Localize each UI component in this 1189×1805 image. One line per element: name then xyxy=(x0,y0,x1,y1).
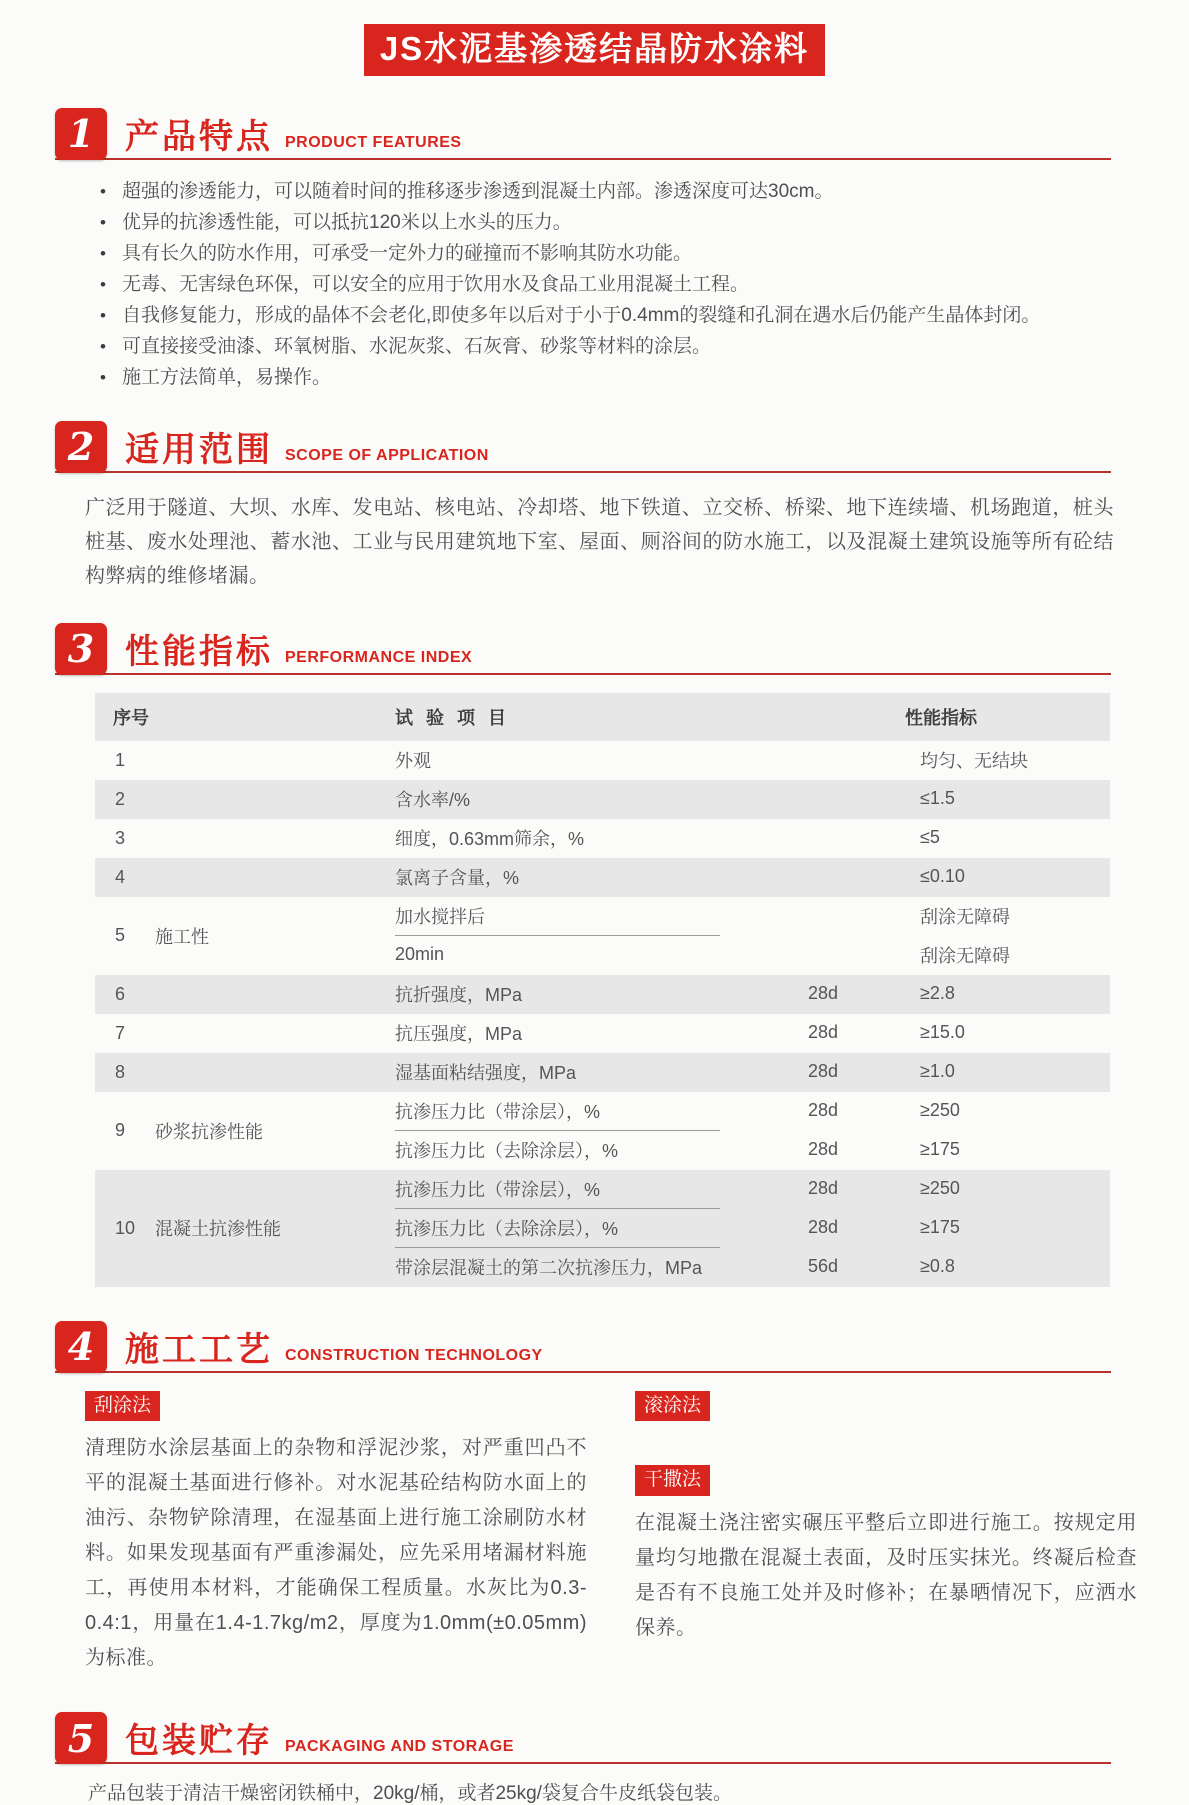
feature-list-item xyxy=(100,207,1119,238)
test-item-name: 加水搅拌后 xyxy=(395,906,485,927)
feature-text: 施工方法简单，易操作。 xyxy=(122,366,332,388)
test-age: 28d xyxy=(808,1061,839,1082)
document-header xyxy=(0,0,1189,76)
table-row xyxy=(95,1014,1110,1053)
column-header-index: 性能指标 xyxy=(905,707,977,728)
test-age: 28d xyxy=(808,1022,839,1043)
section-number-badge: 4 xyxy=(55,1321,107,1373)
row-number: 3 xyxy=(115,827,126,848)
method-scrape-column xyxy=(85,1391,587,1677)
feature-text: 可直接接受油漆、环氧树脂、水泥灰浆、石灰膏、砂浆等材料的涂层。 xyxy=(122,335,712,357)
section-title-en: PERFORMANCE INDEX xyxy=(285,648,473,666)
test-item-name: 湿基面粘结强度，MPa xyxy=(395,1062,577,1083)
method-badge-dry-sprinkle: 干撒法 xyxy=(635,1465,710,1496)
performance-table-header xyxy=(95,693,1110,741)
row-category: 混凝土抗渗性能 xyxy=(155,1219,281,1240)
section-number-badge: 1 xyxy=(55,108,107,160)
feature-list-item xyxy=(100,238,1119,269)
table-row xyxy=(95,975,1110,1014)
scope-paragraph: 广泛用于隧道、大坝、水库、发电站、核电站、冷却塔、地下铁道、立交桥、桥梁、地下连续墙、机场跑道，桩头桩基、废水处理池、蓄水池、工业与民用建筑地下室、屋面、厕浴间的防水施工，以及混凝土建筑设施等所有砼结构弊病的维修堵漏。 xyxy=(85,496,1114,587)
row-number: 1 xyxy=(115,749,126,770)
table-row xyxy=(95,897,1110,975)
row-number: 7 xyxy=(115,1022,126,1043)
index-value: ≥0.8 xyxy=(920,1256,955,1277)
index-value: ≥1.0 xyxy=(920,1061,955,1082)
features-list xyxy=(100,176,1119,393)
index-value: 刮涂无障碍 xyxy=(920,906,1010,927)
table-subrow xyxy=(381,1209,1110,1248)
index-value: 刮涂无障碍 xyxy=(920,945,1010,966)
section-title-zh: 适用范围 xyxy=(125,430,273,469)
section-header-packaging xyxy=(55,1712,1111,1764)
row-category: 施工性 xyxy=(155,926,209,947)
row-subitems xyxy=(381,858,1110,897)
test-item-name: 细度，0.63mm筛余，% xyxy=(395,828,585,849)
table-subrow xyxy=(381,819,1110,858)
row-number: 8 xyxy=(115,1061,126,1082)
feature-list-item xyxy=(100,362,1119,393)
table-subrow xyxy=(381,936,1110,975)
test-item-name: 抗渗压力比（带涂层），% xyxy=(395,1101,601,1122)
row-subitems xyxy=(381,1170,1110,1287)
test-item-name: 抗渗压力比（去除涂层），% xyxy=(395,1218,619,1239)
construction-methods xyxy=(85,1391,1137,1677)
index-value: ≤1.5 xyxy=(920,788,955,809)
section-header-scope xyxy=(55,421,1111,473)
test-item-name: 抗渗压力比（去除涂层），% xyxy=(395,1140,619,1161)
table-subrow xyxy=(381,1053,1110,1092)
section-title-zh: 性能指标 xyxy=(125,632,273,671)
row-number: 5 xyxy=(115,925,126,946)
index-value: 均匀、无结块 xyxy=(920,750,1028,771)
test-item-name: 带涂层混凝土的第二次抗渗压力，MPa xyxy=(395,1257,703,1278)
bullet-dot-icon: • xyxy=(100,212,106,232)
index-value: ≥15.0 xyxy=(920,1022,965,1043)
table-subrow xyxy=(381,1092,1110,1131)
row-number: 10 xyxy=(115,1217,136,1238)
feature-text: 无毒、无害绿色环保，可以安全的应用于饮用水及食品工业用混凝土工程。 xyxy=(122,273,750,295)
column-header-item: 试 验 项 目 xyxy=(395,707,511,728)
test-item-name: 抗压强度，MPa xyxy=(395,1023,523,1044)
table-row xyxy=(95,1170,1110,1287)
table-subrow xyxy=(381,1014,1110,1053)
row-subitems xyxy=(381,741,1110,780)
table-row xyxy=(95,780,1110,819)
row-subitems xyxy=(381,975,1110,1014)
performance-table xyxy=(95,693,1110,1287)
section-title-zh: 施工工艺 xyxy=(125,1330,273,1369)
feature-list-item xyxy=(100,269,1119,300)
row-number: 6 xyxy=(115,983,126,1004)
row-subitems xyxy=(381,897,1110,975)
row-subitems xyxy=(381,1014,1110,1053)
section-header-construction xyxy=(55,1321,1111,1373)
row-subitems xyxy=(381,780,1110,819)
section-header-performance xyxy=(55,623,1111,675)
table-row xyxy=(95,741,1110,780)
row-number: 2 xyxy=(115,788,126,809)
section-number-badge: 3 xyxy=(55,623,107,675)
table-subrow xyxy=(381,858,1110,897)
test-item-name: 抗折强度，MPa xyxy=(395,984,523,1005)
table-row xyxy=(95,819,1110,858)
bullet-dot-icon: • xyxy=(100,336,106,356)
row-subitems xyxy=(381,1053,1110,1092)
index-value: ≤0.10 xyxy=(920,866,965,887)
feature-list-item xyxy=(100,176,1119,207)
table-subrow xyxy=(381,1170,1110,1209)
row-subitems xyxy=(381,819,1110,858)
table-row xyxy=(95,1053,1110,1092)
feature-list-item xyxy=(100,300,1119,331)
test-age: 28d xyxy=(808,1217,839,1238)
test-age: 28d xyxy=(808,1178,839,1199)
table-row xyxy=(95,1092,1110,1170)
bullet-dot-icon: • xyxy=(100,243,106,263)
test-age: 56d xyxy=(808,1256,839,1277)
method-right-column xyxy=(635,1391,1137,1677)
section-number-badge: 5 xyxy=(55,1712,107,1764)
feature-list-item xyxy=(100,331,1119,362)
index-value: ≤5 xyxy=(920,827,940,848)
table-subrow xyxy=(381,741,1110,780)
feature-text: 超强的渗透能力，可以随着时间的推移逐步渗透到混凝土内部。渗透深度可达30cm。 xyxy=(122,180,834,202)
bullet-dot-icon: • xyxy=(100,305,106,325)
table-subrow xyxy=(381,1131,1110,1170)
packaging-paragraph: 产品包装于清洁干燥密闭铁桶中，20kg/桶，或者25kg/袋复合牛皮纸袋包装。 xyxy=(88,1783,732,1805)
table-subrow xyxy=(381,780,1110,819)
index-value: ≥250 xyxy=(920,1178,960,1199)
test-age: 28d xyxy=(808,1100,839,1121)
feature-text: 自我修复能力，形成的晶体不会老化,即使多年以后对于小于0.4mm的裂缝和孔洞在遇水后仍能产生晶体封闭。 xyxy=(122,304,1041,326)
section-title-en: PRODUCT FEATURES xyxy=(285,133,462,151)
index-value: ≥2.8 xyxy=(920,983,955,1004)
bullet-dot-icon: • xyxy=(100,181,106,201)
row-category: 砂浆抗渗性能 xyxy=(155,1121,263,1142)
row-number: 4 xyxy=(115,866,126,887)
section-number-badge: 2 xyxy=(55,421,107,473)
test-item-name: 氯离子含量，% xyxy=(395,867,520,888)
section-title-zh: 包装贮存 xyxy=(125,1722,273,1761)
section-header-product-features xyxy=(55,108,1111,160)
row-number: 9 xyxy=(115,1120,126,1141)
column-header-no: 序号 xyxy=(113,707,149,728)
method-text-scrape: 清理防水涂层基面上的杂物和浮泥沙浆，对严重凹凸不平的混凝土基面进行修补。对水泥基砼结构防水面上的油污、杂物铲除清理，在湿基面上进行施工涂刷防水材料。如果发现基面有严重渗漏处，应先采用堵漏材料施工，再使用本材料，才能确保工程质量。水灰比为0.3-0.4:1，用量在1.4-1.7kg/m2，厚度为1.0mm(±0.05mm)为标准。 xyxy=(85,1437,587,1670)
index-value: ≥175 xyxy=(920,1139,960,1160)
index-value: ≥175 xyxy=(920,1217,960,1238)
section-title-zh: 产品特点 xyxy=(125,117,273,156)
section-title-en: PACKAGING AND STORAGE xyxy=(285,1738,514,1756)
test-item-name: 抗渗压力比（带涂层），% xyxy=(395,1179,601,1200)
test-age: 28d xyxy=(808,983,839,1004)
bullet-dot-icon: • xyxy=(100,274,106,294)
bullet-dot-icon: • xyxy=(100,367,106,387)
table-subrow xyxy=(381,975,1110,1014)
method-text-dry-sprinkle: 在混凝土浇注密实碾压平整后立即进行施工。按规定用量均匀地撒在混凝土表面，及时压实抹光。终凝后检查是否有不良施工处并及时修补；在暴晒情况下，应洒水保养。 xyxy=(635,1512,1137,1640)
section-title-en: CONSTRUCTION TECHNOLOGY xyxy=(285,1346,543,1364)
table-row xyxy=(95,858,1110,897)
page-title: JS水泥基渗透结晶防水涂料 xyxy=(364,24,825,76)
test-item-name: 20min xyxy=(395,944,445,965)
section-title-en: SCOPE OF APPLICATION xyxy=(285,446,489,464)
feature-text: 优异的抗渗透性能，可以抵抗120米以上水头的压力。 xyxy=(122,211,572,233)
test-age: 28d xyxy=(808,1139,839,1160)
row-subitems xyxy=(381,1092,1110,1170)
table-subrow xyxy=(381,1248,1110,1287)
feature-text: 具有长久的防水作用，可承受一定外力的碰撞而不影响其防水功能。 xyxy=(122,242,693,264)
method-badge-scrape: 刮涂法 xyxy=(85,1391,160,1422)
test-item-name: 含水率/% xyxy=(395,789,471,810)
test-item-name: 外观 xyxy=(395,750,431,771)
table-subrow xyxy=(381,897,1110,936)
index-value: ≥250 xyxy=(920,1100,960,1121)
method-badge-roll: 滚涂法 xyxy=(635,1391,710,1422)
performance-table-body xyxy=(95,741,1110,1287)
